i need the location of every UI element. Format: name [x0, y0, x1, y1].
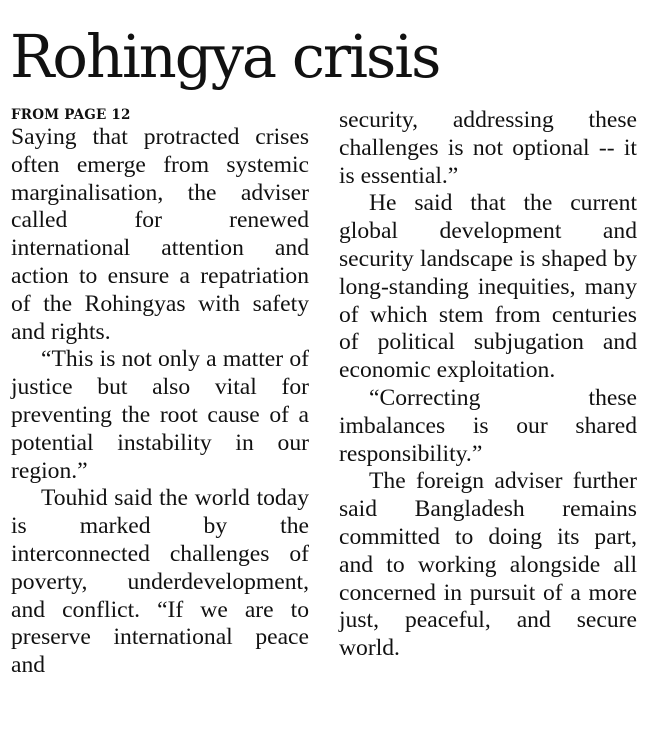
paragraph: Touhid said the world today is marked by the interconnected challenges of poverty, underdevelopment, and conflict. “If we are to preserve international peace and [11, 485, 309, 679]
paragraph: “Correcting these imbalances is our shared responsibility.” [339, 384, 637, 467]
continuation-kicker: FROM PAGE 12 [11, 107, 131, 123]
paragraph: “This is not only a matter of justice but also vital for preventing the root cause of a potential instability in our region.” [11, 346, 309, 484]
article-column-left [11, 107, 309, 680]
paragraph: He said that the current global development and security landscape is shaped by long-standing inequities, many of which stem from centuries of political subjugation and economic exploitation. [339, 190, 637, 384]
paragraph: security, addressing these challenges is not optional -- it is essential.” [339, 107, 637, 189]
paragraph: Saying that protracted crises often emerge from systemic marginalisation, the adviser called for renewed international attention and action to ensure a repatriation of the Rohingyas with safety and rights. [11, 124, 309, 345]
paragraph: The foreign adviser further said Bangladesh remains committed to doing its part, and to working alongside all concerned in pursuit of a more just, peaceful, and secure world. [339, 468, 637, 662]
headline: Rohingya crisis [10, 22, 440, 91]
article-column-right [339, 107, 637, 663]
